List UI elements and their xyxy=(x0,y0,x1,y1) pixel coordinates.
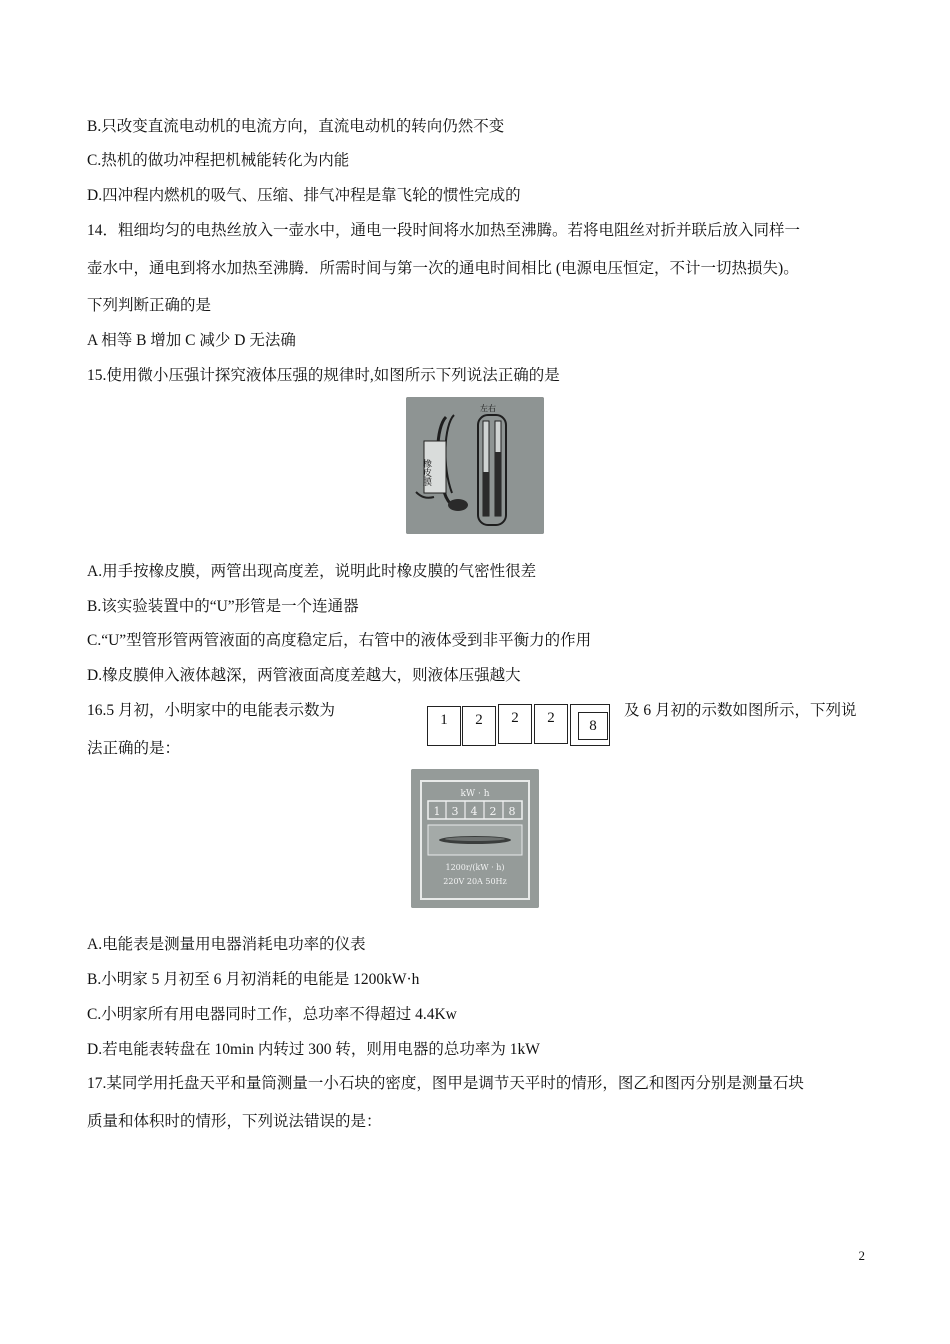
question-14-line2: 壶水中，通电到将水加热至沸腾．所需时间与第一次的通电时间相比 (电源电压恒定，不计一切热损失)。 xyxy=(87,260,799,277)
meter-digit-4: 2 xyxy=(534,704,568,744)
option-c-q15: C.“U”型管形管两管液面的高度稳定后，右管中的液体受到非平衡力的作用 xyxy=(87,632,592,649)
option-d-q13: D.四冲程内燃机的吸气、压缩、排气冲程是靠飞轮的惯性完成的 xyxy=(87,187,521,204)
question-14-line3: 下列判断正确的是 xyxy=(87,297,212,314)
meter-photo-digit-1: 1 xyxy=(433,805,441,818)
meter-digit-2: 2 xyxy=(462,706,496,746)
question-16-stem-part1: 16.5 月初，小明家中的电能表示数为 xyxy=(87,702,336,719)
meter-digit-1: 1 xyxy=(427,706,461,746)
meter-photo-digit-5: 8 xyxy=(508,805,516,818)
option-a-q16: A.电能表是测量用电器消耗电功率的仪表 xyxy=(87,936,366,953)
energy-meter-figure xyxy=(411,769,539,908)
question-17-line1: 17.某同学用托盘天平和量筒测量一小石块的密度，图甲是调节天平时的情形，图乙和图丙分别是测量石块 xyxy=(87,1075,804,1092)
meter-photo-digit-3: 4 xyxy=(470,805,478,818)
page-number: 2 xyxy=(858,1248,865,1263)
rubber-membrane-label: 橡皮膜 xyxy=(421,459,431,486)
question-16-stem-line2: 法正确的是： xyxy=(87,740,181,757)
meter-rating-revolutions: 1200r/(kW · h) xyxy=(445,863,505,872)
meter-rating-voltage: 220V 20A 50Hz xyxy=(443,877,507,886)
question-17-line2: 质量和体积时的情形，下列说法错误的是： xyxy=(87,1113,382,1130)
meter-unit-label: kW · h xyxy=(460,789,490,799)
question-14-line1: 14．粗细均匀的电热丝放入一壶水中，通电一段时间将水加热至沸腾。若将电阻丝对折并联后放入同样一 xyxy=(87,222,801,239)
option-b-q16: B.小明家 5 月初至 6 月初消耗的电能是 1200kW·h xyxy=(87,971,420,988)
option-b-q13: B.只改变直流电动机的电流方向，直流电动机的转向仍然不变 xyxy=(87,118,505,135)
option-b-q15: B.该实验装置中的“U”形管是一个连通器 xyxy=(87,598,359,615)
question-14-options: A 相等 B 增加 C 减少 D 无法确 xyxy=(87,332,296,349)
energy-meter-drawing xyxy=(411,769,539,908)
meter-photo-digit-2: 3 xyxy=(451,805,459,818)
question-15-stem: 15.使用微小压强计探究液体压强的规律时,如图所示下列说法正确的是 xyxy=(87,367,560,384)
option-d-q15: D.橡皮膜伸入液体越深，两管液面高度差越大，则液体压强越大 xyxy=(87,667,521,684)
option-c-q13: C.热机的做功冲程把机械能转化为内能 xyxy=(87,152,350,169)
option-c-q16: C.小明家所有用电器同时工作，总功率不得超过 4.4Kw xyxy=(87,1006,457,1023)
question-16-stem-part2: 及 6 月初的示数如图所示，下列说 xyxy=(624,702,857,719)
pressure-gauge-figure xyxy=(406,397,544,534)
meter-digit-5: 8 xyxy=(578,712,608,740)
meter-digit-3: 2 xyxy=(498,704,532,744)
left-right-label: 左右 xyxy=(480,404,496,413)
meter-photo-digit-4: 2 xyxy=(489,805,497,818)
option-d-q16: D.若电能表转盘在 10min 内转过 300 转，则用电器的总功率为 1kW xyxy=(87,1041,540,1058)
option-a-q15: A.用手按橡皮膜，两管出现高度差，说明此时橡皮膜的气密性很差 xyxy=(87,563,537,580)
pressure-gauge-drawing xyxy=(406,397,544,534)
